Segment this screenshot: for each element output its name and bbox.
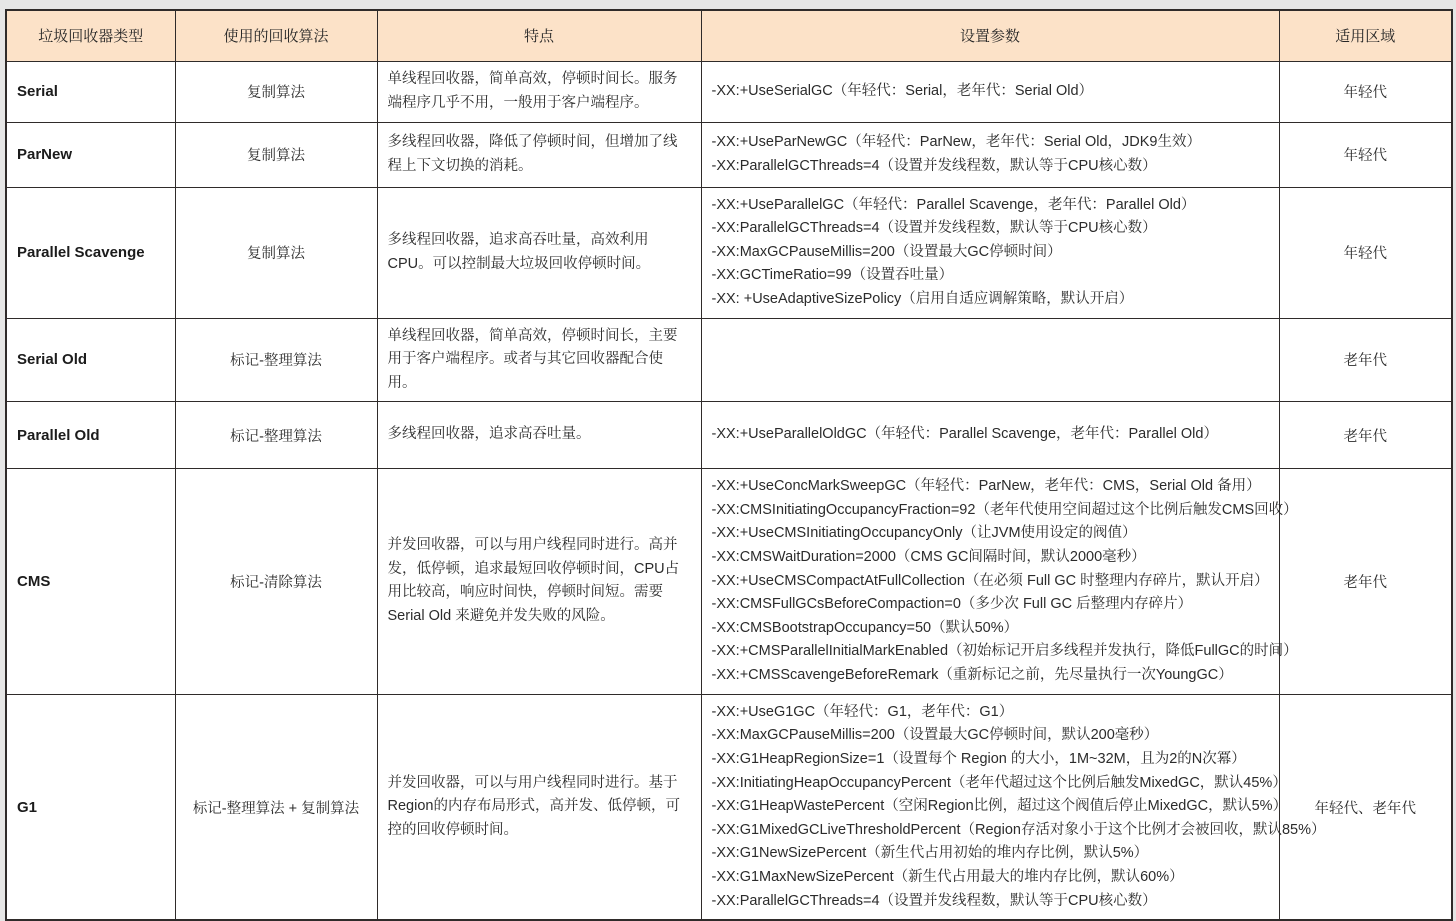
cell-parameters bbox=[701, 318, 1279, 401]
cell-collector-type: ParNew bbox=[6, 122, 175, 187]
cell-parameters bbox=[701, 122, 1279, 187]
cell-parameters bbox=[701, 469, 1298, 695]
parameter-line: -XX:ParallelGCThreads=4（设置并发线程数，默认等于CPU核心数） bbox=[711, 220, 1157, 237]
cell-features bbox=[377, 187, 701, 318]
parameter-line: -XX:+UseCMSInitiatingOccupancyOnly（让JVM使用设定的阀值） bbox=[711, 525, 1137, 542]
feature-text: 多线程回收器，降低了停顿时间，但增加了线程上下文切换的消耗。 bbox=[387, 134, 678, 174]
cell-collector-type: G1 bbox=[6, 694, 175, 920]
cell-collector-type: Parallel Old bbox=[6, 402, 175, 469]
feature-text: 单线程回收器，简单高效，停顿时间长。服务端程序几乎不用，一般用于客户端程序。 bbox=[387, 71, 678, 111]
cell-collector-type: Serial Old bbox=[6, 318, 175, 401]
parameter-line: -XX:+UseParallelGC（年轻代：Parallel Scavenge，老年代：Parallel Old） bbox=[711, 196, 1196, 213]
cell-applicable-area: 老年代 bbox=[1279, 402, 1452, 469]
table-row bbox=[6, 694, 1452, 920]
cell-features bbox=[377, 61, 701, 122]
table-header bbox=[6, 10, 1452, 61]
cell-algorithm: 标记-整理算法 bbox=[175, 318, 377, 401]
parameter-line: -XX:G1NewSizePercent（新生代占用初始的堆内存比例，默认5%） bbox=[711, 845, 1149, 862]
cell-collector-type: Parallel Scavenge bbox=[6, 187, 175, 318]
table-row bbox=[6, 318, 1452, 401]
cell-features bbox=[377, 318, 701, 401]
feature-text: 单线程回收器，简单高效，停顿时间长，主要用于客户端程序。或者与其它回收器配合使用。 bbox=[387, 327, 678, 391]
parameter-line: -XX:MaxGCPauseMillis=200（设置最大GC停顿时间，默认200毫秒） bbox=[711, 727, 1159, 744]
table-row bbox=[6, 187, 1452, 318]
parameter-line: -XX:MaxGCPauseMillis=200（设置最大GC停顿时间） bbox=[711, 243, 1062, 260]
parameter-line: -XX:+UseSerialGC（年轻代：Serial，老年代：Serial Old） bbox=[711, 82, 1094, 99]
parameter-line: -XX:G1HeapWastePercent（空闲Region比例，超过这个阀值后停止MixedGC，默认5%） bbox=[711, 798, 1288, 815]
column-header-algorithm: 使用的回收算法 bbox=[175, 10, 377, 61]
cell-applicable-area: 老年代 bbox=[1279, 318, 1452, 401]
table-body bbox=[6, 61, 1452, 920]
cell-features bbox=[377, 402, 701, 469]
parameter-line: -XX:CMSBootstrapOccupancy=50（默认50%） bbox=[711, 619, 1019, 636]
cell-collector-type: CMS bbox=[6, 469, 175, 695]
feature-text: 多线程回收器，追求高吞吐量，高效利用CPU。可以控制最大垃圾回收停顿时间。 bbox=[387, 232, 651, 272]
cell-parameters bbox=[701, 402, 1279, 469]
parameter-line: -XX:+CMSParallelInitialMarkEnabled（初始标记开启多线程并发执行，降低FullGC的时间） bbox=[711, 643, 1298, 660]
parameter-line: -XX:+CMSScavengeBeforeRemark（重新标记之前，先尽量执行一次YoungGC） bbox=[711, 667, 1233, 684]
parameter-line: -XX:CMSInitiatingOccupancyFraction=92（老年代使用空间超过这个比例后触发CMS回收） bbox=[711, 501, 1298, 518]
parameter-line: -XX:+UseCMSCompactAtFullCollection（在必须 Full GC 时整理内存碎片，默认开启） bbox=[711, 572, 1269, 589]
parameter-line: -XX:ParallelGCThreads=4（设置并发线程数，默认等于CPU核心数） bbox=[711, 157, 1157, 174]
cell-algorithm: 复制算法 bbox=[175, 122, 377, 187]
parameter-line: -XX:CMSWaitDuration=2000（CMS GC间隔时间，默认2000毫秒） bbox=[711, 548, 1146, 565]
table-row bbox=[6, 469, 1452, 695]
feature-text: 并发回收器，可以与用户线程同时进行。基于Region的内存布局形式，高并发、低停顿，可控的回收停顿时间。 bbox=[387, 774, 680, 838]
cell-parameters bbox=[701, 187, 1279, 318]
gc-collector-table-container bbox=[5, 9, 1451, 909]
cell-algorithm: 标记-整理算法 + 复制算法 bbox=[175, 694, 377, 920]
column-header-features: 特点 bbox=[377, 10, 701, 61]
cell-features bbox=[377, 122, 701, 187]
parameter-line: -XX:ParallelGCThreads=4（设置并发线程数，默认等于CPU核心数） bbox=[711, 892, 1157, 909]
cell-algorithm: 标记-清除算法 bbox=[175, 469, 377, 695]
parameter-line: -XX:+UseParNewGC（年轻代：ParNew，老年代：Serial Old，JDK9生效） bbox=[711, 133, 1201, 150]
cell-features bbox=[377, 694, 701, 920]
parameter-line: -XX:+UseG1GC（年轻代：G1，老年代：G1） bbox=[711, 703, 1014, 720]
parameter-line: -XX:CMSFullGCsBeforeCompaction=0（多少次 Full GC 后整理内存碎片） bbox=[711, 596, 1193, 613]
table-row bbox=[6, 61, 1452, 122]
parameter-line: -XX: +UseAdaptiveSizePolicy（启用自适应调解策略，默认开启） bbox=[711, 291, 1134, 307]
cell-applicable-area: 年轻代、老年代 bbox=[1279, 694, 1452, 920]
feature-text: 多线程回收器，追求高吞吐量。 bbox=[387, 426, 591, 443]
parameter-line: -XX:G1HeapRegionSize=1（设置每个 Region 的大小，1M~32M，且为2的N次冪） bbox=[711, 750, 1246, 767]
cell-algorithm: 复制算法 bbox=[175, 187, 377, 318]
parameter-line: -XX:GCTimeRatio=99（设置吞吐量） bbox=[711, 267, 954, 284]
parameter-line: -XX:G1MaxNewSizePercent（新生代占用最大的堆内存比例，默认60%） bbox=[711, 869, 1184, 886]
cell-algorithm: 标记-整理算法 bbox=[175, 402, 377, 469]
cell-applicable-area: 年轻代 bbox=[1279, 61, 1452, 122]
cell-applicable-area: 年轻代 bbox=[1279, 122, 1452, 187]
cell-parameters bbox=[701, 694, 1326, 920]
feature-text: 并发回收器，可以与用户线程同时进行。高并发，低停顿，追求最短回收停顿时间，CPU占用比较高，响应时间快，停顿时间短。需要 Serial Old 来避免并发失败的风险。 bbox=[387, 537, 680, 624]
table-header-row bbox=[6, 10, 1452, 61]
cell-applicable-area: 老年代 bbox=[1279, 469, 1452, 695]
gc-collector-table bbox=[5, 9, 1453, 921]
column-header-applicable-area: 适用区域 bbox=[1279, 10, 1452, 61]
cell-parameters bbox=[701, 61, 1279, 122]
parameter-line: -XX:G1MixedGCLiveThresholdPercent（Region存活对象小于这个比例才会被回收，默认85%） bbox=[711, 821, 1326, 838]
column-header-parameters: 设置参数 bbox=[701, 10, 1279, 61]
table-row bbox=[6, 402, 1452, 469]
parameter-line: -XX:InitiatingHeapOccupancyPercent（老年代超过这个比例后触发MixedGC，默认45%） bbox=[711, 774, 1287, 791]
cell-features bbox=[377, 469, 701, 695]
cell-algorithm: 复制算法 bbox=[175, 61, 377, 122]
table-row bbox=[6, 122, 1452, 187]
column-header-collector-type: 垃圾回收器类型 bbox=[6, 10, 175, 61]
cell-applicable-area: 年轻代 bbox=[1279, 187, 1452, 318]
parameter-line: -XX:+UseParallelOldGC（年轻代：Parallel Scavenge，老年代：Parallel Old） bbox=[711, 426, 1218, 443]
cell-collector-type: Serial bbox=[6, 61, 175, 122]
parameter-line: -XX:+UseConcMarkSweepGC（年轻代：ParNew，老年代：CMS，Serial Old 备用） bbox=[711, 478, 1261, 495]
